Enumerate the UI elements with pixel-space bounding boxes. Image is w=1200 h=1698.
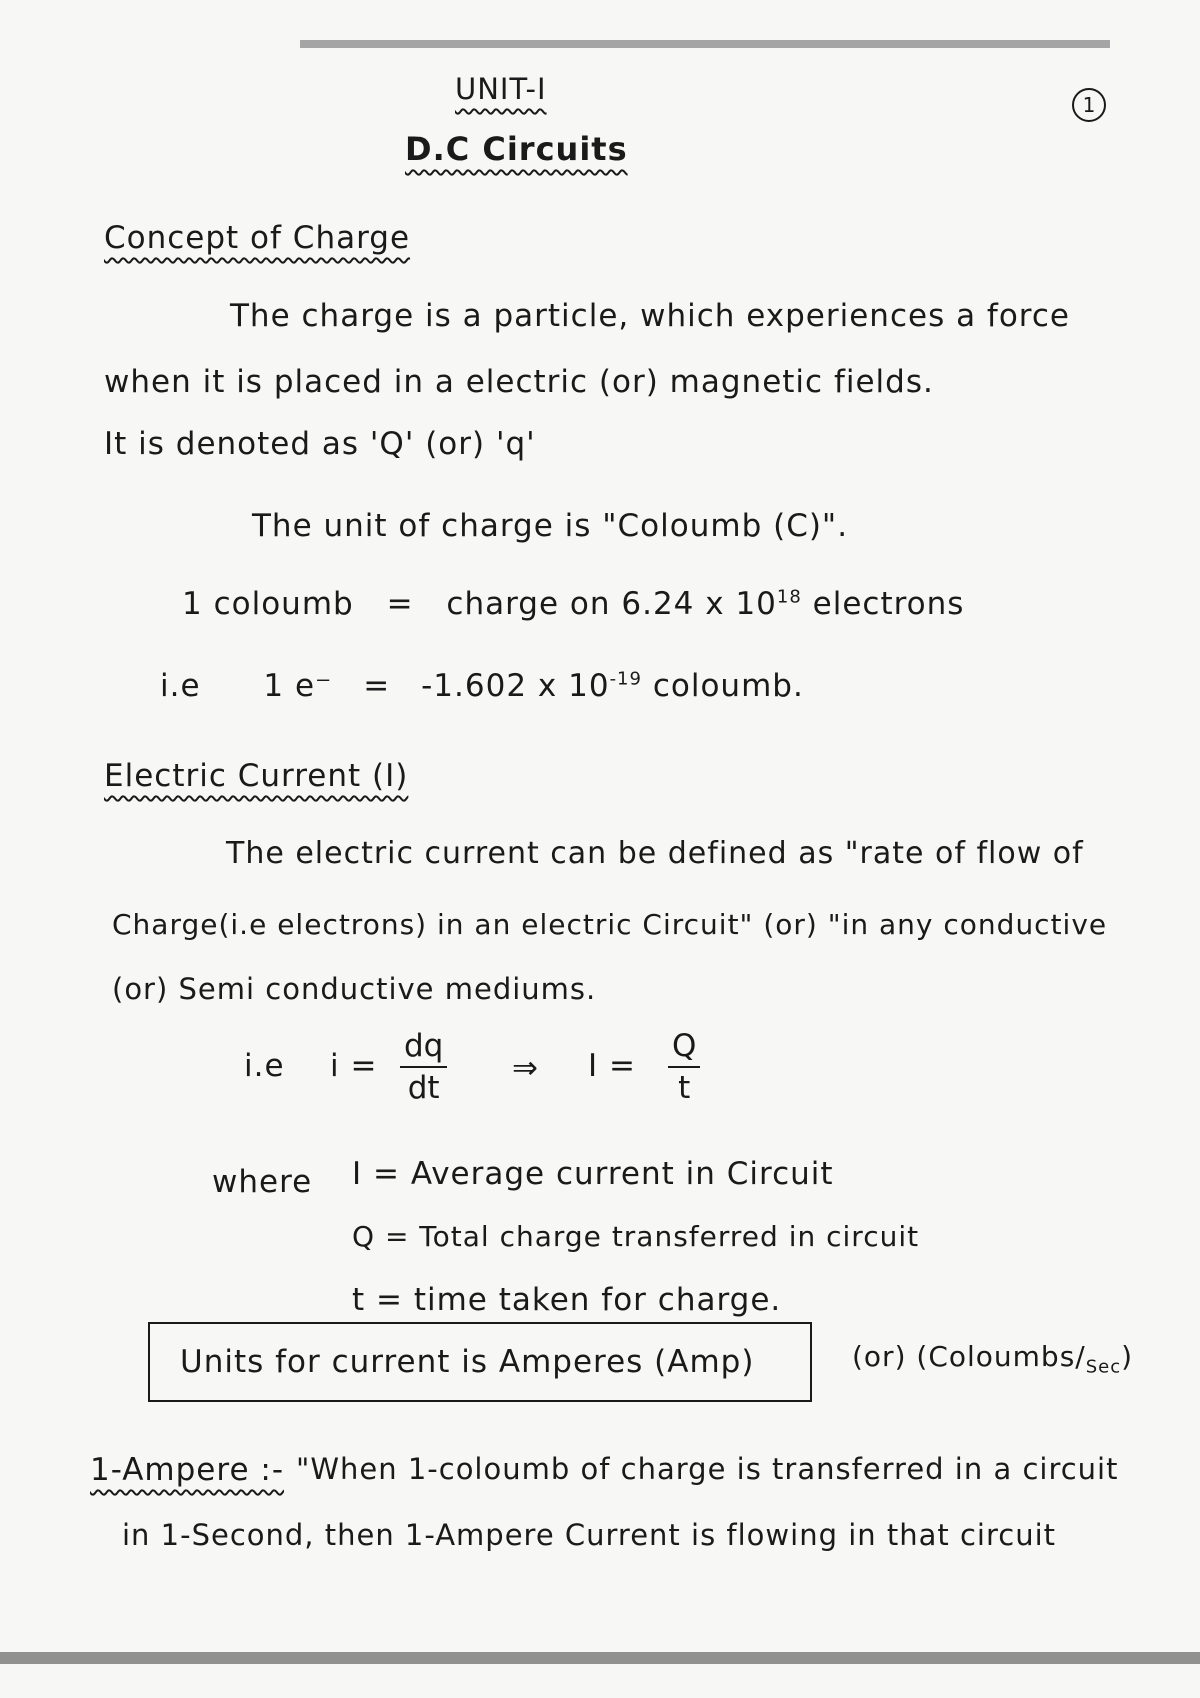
electron-charge-equation: i.e 1 e⁻ = -1.602 x $10^{-19}$ coloumb. — [160, 668, 804, 704]
page-number: 1 — [1072, 88, 1106, 122]
ampere-label: 1-Ampere :- — [90, 1452, 285, 1488]
definition-t: t = time taken for charge. — [352, 1282, 782, 1318]
page-top-edge — [300, 40, 1110, 48]
units-box-text: Units for current is Amperes (Amp) — [180, 1344, 755, 1380]
charge-line-2: when it is placed in a electric (or) magnetic fields. — [104, 364, 934, 400]
unit-title: UNIT-I — [455, 72, 547, 106]
definition-Q: Q = Total charge transferred in circuit — [352, 1220, 920, 1253]
current-line-1: The electric current can be defined as "rate of flow of — [226, 836, 1084, 871]
fraction-Q-t: $\frac{Q}{t}$ — [668, 1028, 700, 1106]
coulomb-equation: 1 coloumb = charge on 6.24 x $10^{18}$ electrons — [182, 586, 965, 622]
formula-I: I = — [588, 1048, 636, 1084]
definition-I: I = Average current in Circuit — [352, 1156, 834, 1192]
formula-ie: i.e — [244, 1048, 285, 1084]
charge-line-3: It is denoted as 'Q' (or) 'q' — [104, 426, 536, 462]
ampere-line-1: "When 1-coloumb of charge is transferred in a circuit — [296, 1452, 1119, 1486]
formula-i: i = — [330, 1048, 378, 1084]
where-label: where — [212, 1164, 313, 1200]
page-title: D.C Circuits — [405, 130, 628, 168]
fraction-dq-dt: $\frac{dq}{dt}$ — [400, 1028, 447, 1106]
charge-heading: Concept of Charge — [104, 220, 411, 256]
current-line-2: Charge(i.e electrons) in an electric Circuit" (or) "in any conductive — [112, 908, 1108, 941]
page-bottom-edge — [0, 1652, 1200, 1664]
current-line-3: (or) Semi conductive mediums. — [112, 972, 597, 1006]
charge-line-1: The charge is a particle, which experiences a force — [230, 298, 1070, 334]
units-alternative: (or) $(Coloumbs/_{Sec})$ — [852, 1340, 1134, 1378]
ampere-line-2: in 1-Second, then 1-Ampere Current is flowing in that circuit — [122, 1518, 1057, 1552]
implies-arrow: ⇒ — [512, 1050, 539, 1086]
charge-unit-line: The unit of charge is "Coloumb (C)". — [252, 508, 849, 544]
current-heading: Electric Current (I) — [104, 758, 409, 794]
units-box — [148, 1322, 812, 1402]
